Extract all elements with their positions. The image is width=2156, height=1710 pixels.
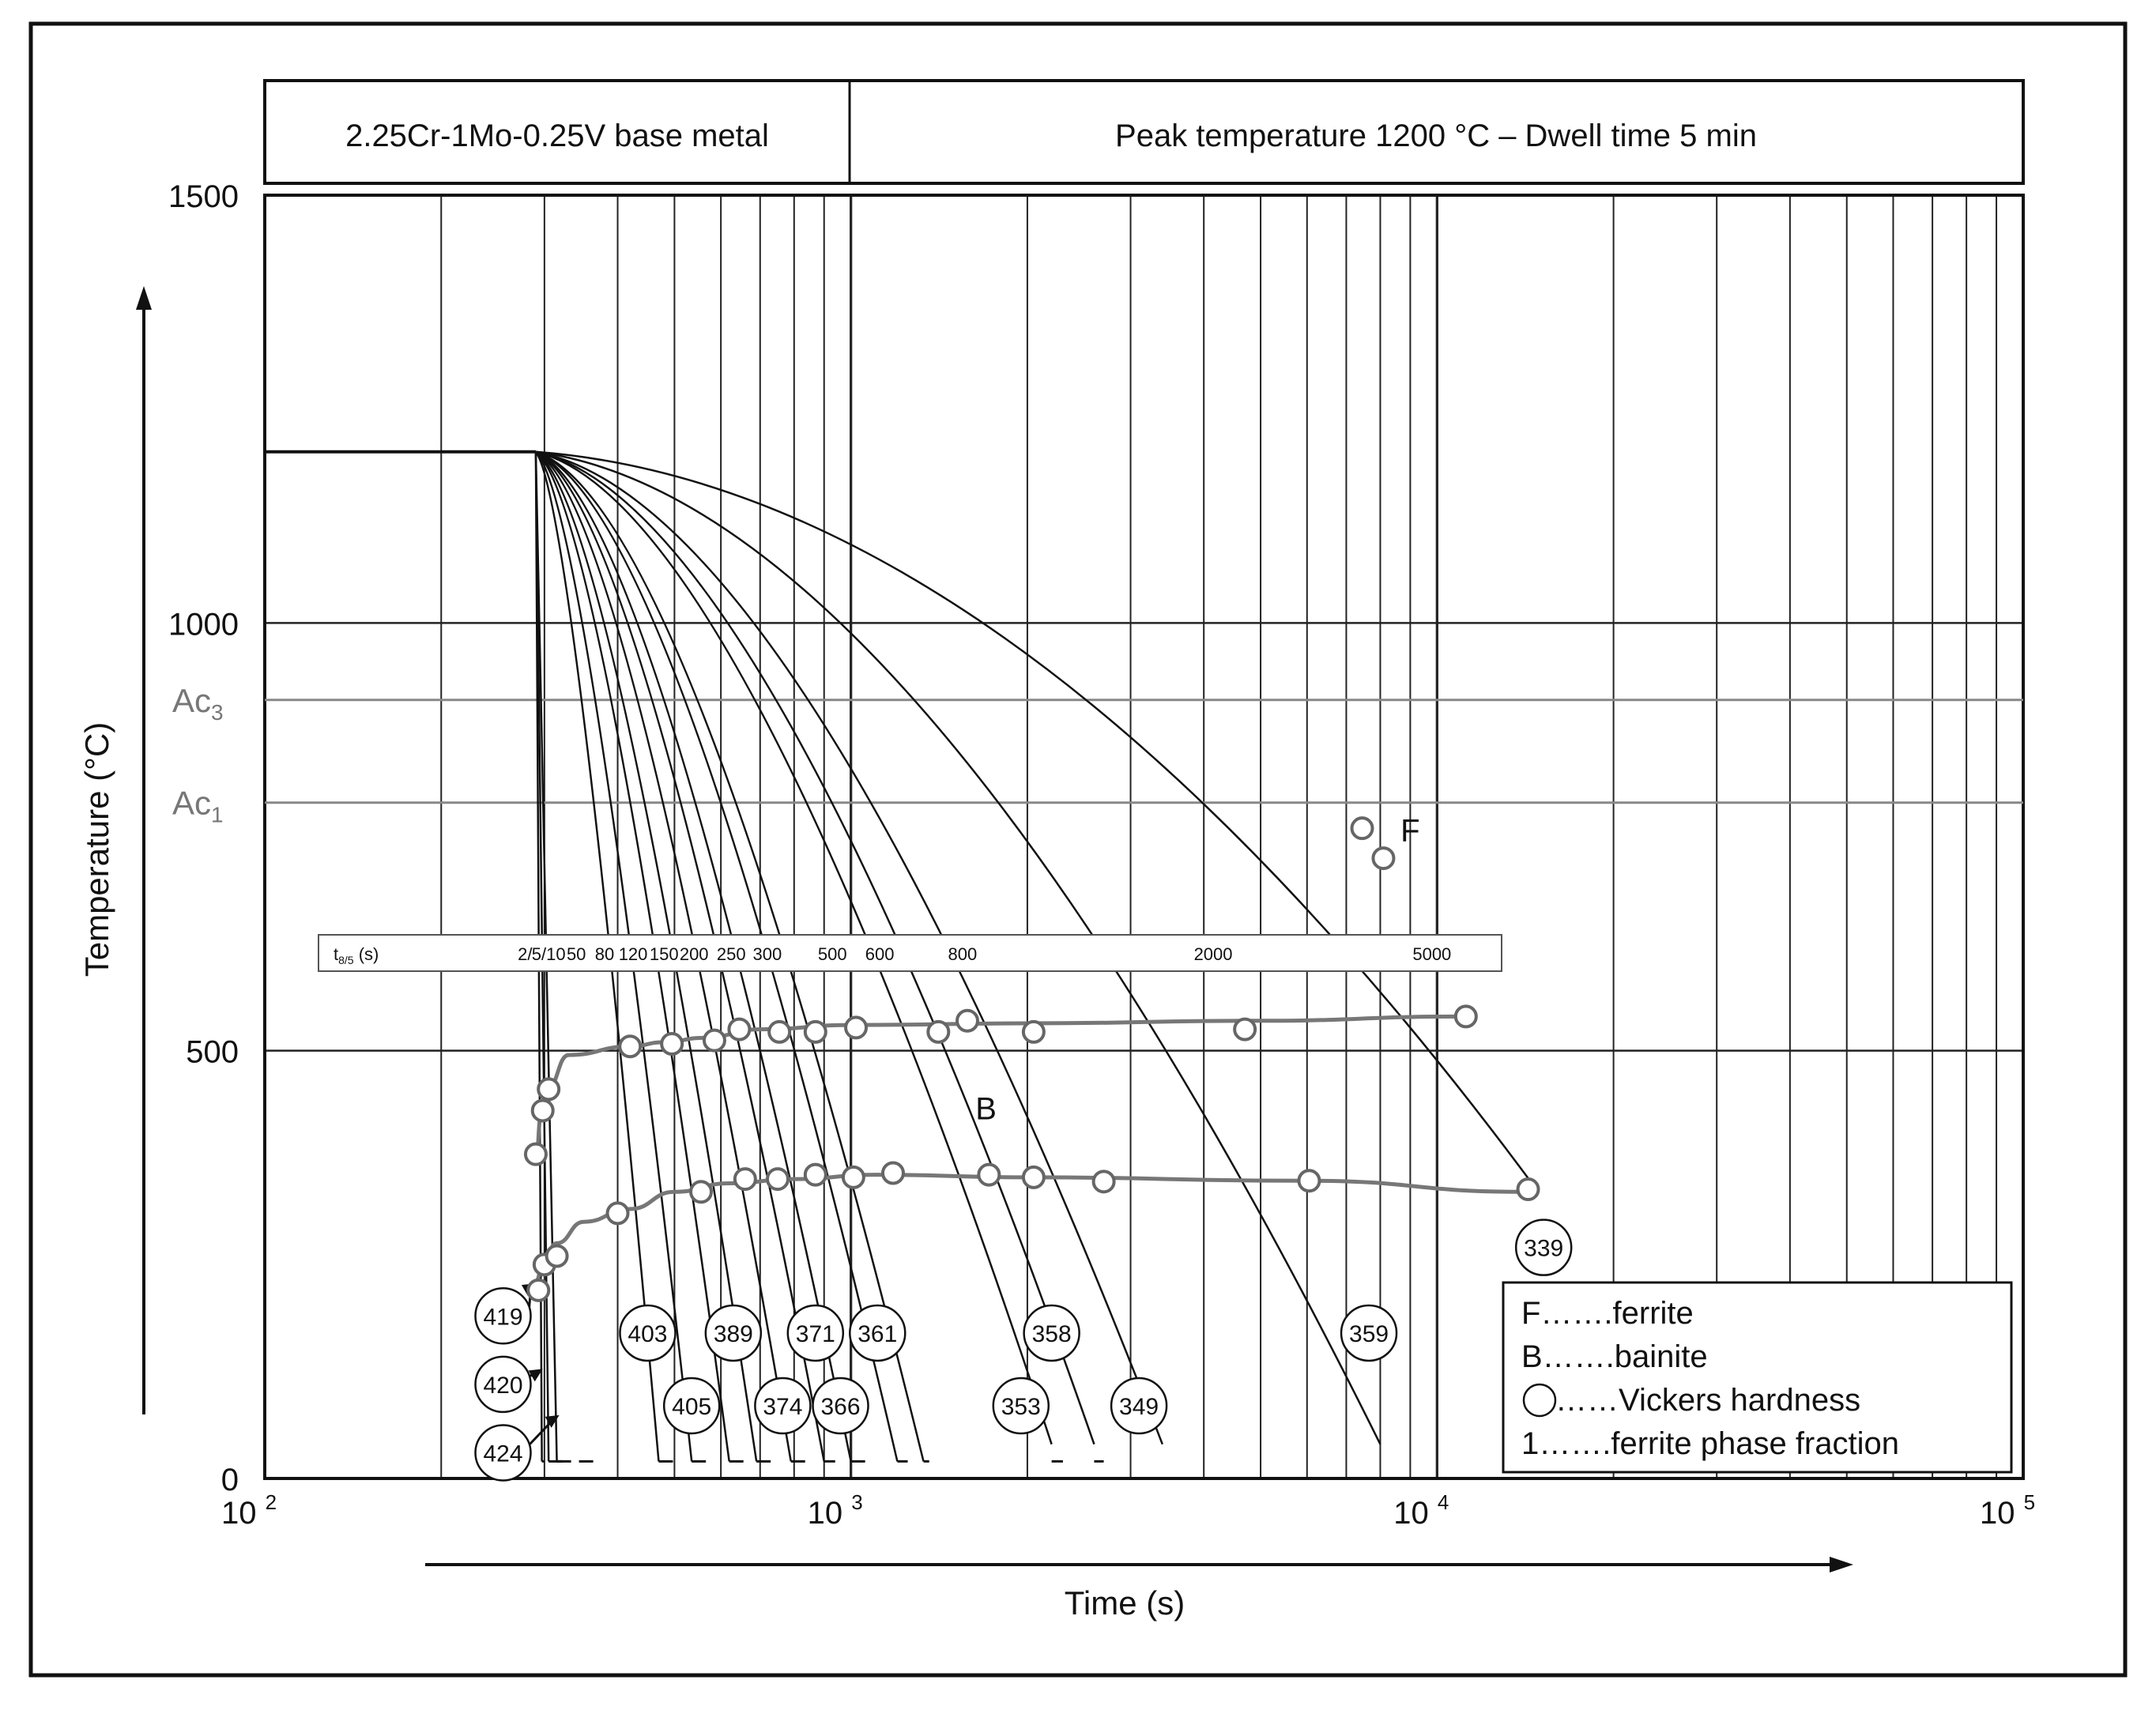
transformation-marker [1094, 1171, 1114, 1192]
header-material: 2.25Cr-1Mo-0.25V base metal [345, 119, 769, 153]
transformation-marker [928, 1022, 948, 1042]
hardness-value: 424 [483, 1441, 523, 1467]
transformation-marker [691, 1181, 711, 1202]
transformation-marker [843, 1167, 864, 1188]
transformation-marker [538, 1079, 559, 1099]
transformation-marker [1023, 1022, 1044, 1042]
t85-tick-label: 250 [716, 944, 746, 964]
x-tick-label: 10 $^3$ [807, 1490, 863, 1531]
transformation-marker [620, 1036, 640, 1057]
transformation-marker [1298, 1170, 1319, 1191]
transformation-marker [662, 1034, 682, 1054]
legend-item: 1…….ferrite phase fraction [1521, 1426, 1899, 1461]
t85-tick-label: 500 [817, 944, 847, 964]
hardness-value: 366 [820, 1393, 861, 1420]
markers [526, 818, 1539, 1301]
critical-temp-subscript: 3 [211, 699, 224, 725]
y-tick-label: 1500 [168, 179, 239, 214]
t85-tick-label: 50 [566, 944, 586, 964]
hardness-value: 353 [1001, 1393, 1041, 1420]
t85-tick-label: 600 [865, 944, 895, 964]
transformation-marker [805, 1022, 826, 1042]
header-condition: Peak temperature 1200 °C – Dwell time 5 min [1115, 119, 1757, 153]
transformation-marker [1518, 1179, 1539, 1200]
transformation-marker [547, 1246, 567, 1267]
t85-tick-label: 80 [594, 944, 615, 964]
transformation-marker [1352, 818, 1373, 838]
legend-item: F…….ferrite [1521, 1296, 1694, 1331]
hardness-value: 405 [672, 1393, 712, 1420]
t85-tick-label: 150 [649, 944, 679, 964]
hardness-value: 358 [1031, 1320, 1072, 1347]
transformation-marker [767, 1169, 788, 1189]
hardness-value: 389 [713, 1320, 753, 1347]
critical-temperature-lines [172, 682, 2023, 827]
transformation-lines [536, 1016, 1523, 1282]
hardness-value: 403 [628, 1320, 668, 1347]
transformation-marker [1234, 1019, 1255, 1040]
transformation-marker [1373, 848, 1393, 868]
x-tick-label: 10 $^5$ [1979, 1490, 2036, 1531]
legend-symbol-circle [1524, 1384, 1555, 1416]
transformation-marker [526, 1144, 546, 1165]
transformation-marker [608, 1203, 628, 1223]
hardness-value: 349 [1119, 1393, 1159, 1420]
transformation-marker [735, 1169, 756, 1189]
legend-item: ……Vickers hardness [1555, 1383, 1861, 1418]
phase-label: B [975, 1091, 997, 1127]
x-tick-label: 10 $^2$ [220, 1490, 277, 1531]
transformation-marker [978, 1165, 999, 1185]
transformation-marker [957, 1011, 978, 1031]
critical-temp-label: $Ac_1$ [172, 784, 224, 827]
header [265, 81, 2023, 183]
t85-tick-label: 5/10 [531, 944, 566, 964]
t85-tick-label: 200 [679, 944, 709, 964]
t85-bar-box [318, 935, 1502, 971]
y-axis-title: Temperature (°C) [78, 721, 115, 977]
hardness-value: 371 [795, 1320, 835, 1347]
transformation-marker [883, 1162, 903, 1183]
transformation-marker [729, 1019, 749, 1040]
y-arrow-head [136, 286, 152, 310]
t85-tick-label: 800 [948, 944, 978, 964]
transformation-marker [805, 1165, 826, 1185]
x-axis-title: Time (s) [1064, 1584, 1185, 1621]
phase-label: F [1400, 813, 1420, 849]
critical-temp-subscript: 1 [211, 802, 224, 827]
y-tick-label: 0 [220, 1463, 239, 1497]
hardness-value: 419 [483, 1304, 523, 1331]
hardness-value: 420 [483, 1372, 523, 1399]
hardness-value: 361 [858, 1320, 898, 1347]
t85-tick-label: 2/ [518, 944, 533, 964]
critical-temp-label: $Ac_3$ [172, 681, 224, 725]
transformation-marker [1456, 1006, 1476, 1026]
y-tick-label: 1000 [168, 607, 239, 642]
t85-tick-label: 5000 [1412, 944, 1452, 964]
x-arrow-head [1830, 1557, 1853, 1573]
transformation-marker [528, 1280, 548, 1301]
hardness-value: 374 [763, 1393, 803, 1420]
x-tick-label: 10 $^4$ [1393, 1490, 1449, 1531]
t85-tick-label: 120 [618, 944, 648, 964]
transformation-marker [769, 1022, 790, 1042]
t85-tick-label: 300 [752, 944, 782, 964]
transformation-marker [846, 1017, 866, 1038]
transformation-marker [533, 1100, 553, 1121]
hardness-value: 359 [1349, 1320, 1389, 1347]
t85-bar-label: $t_{8/5}$ (s) [334, 944, 379, 966]
t85-bar [318, 935, 1502, 971]
transformation-marker [704, 1030, 725, 1051]
legend [1503, 1282, 2011, 1472]
t85-tick-label: 2000 [1193, 944, 1233, 964]
y-tick-label: 500 [186, 1034, 239, 1070]
hardness-value: 339 [1524, 1235, 1564, 1262]
transformation-marker [1023, 1167, 1044, 1188]
legend-item: B…….bainite [1521, 1339, 1708, 1374]
